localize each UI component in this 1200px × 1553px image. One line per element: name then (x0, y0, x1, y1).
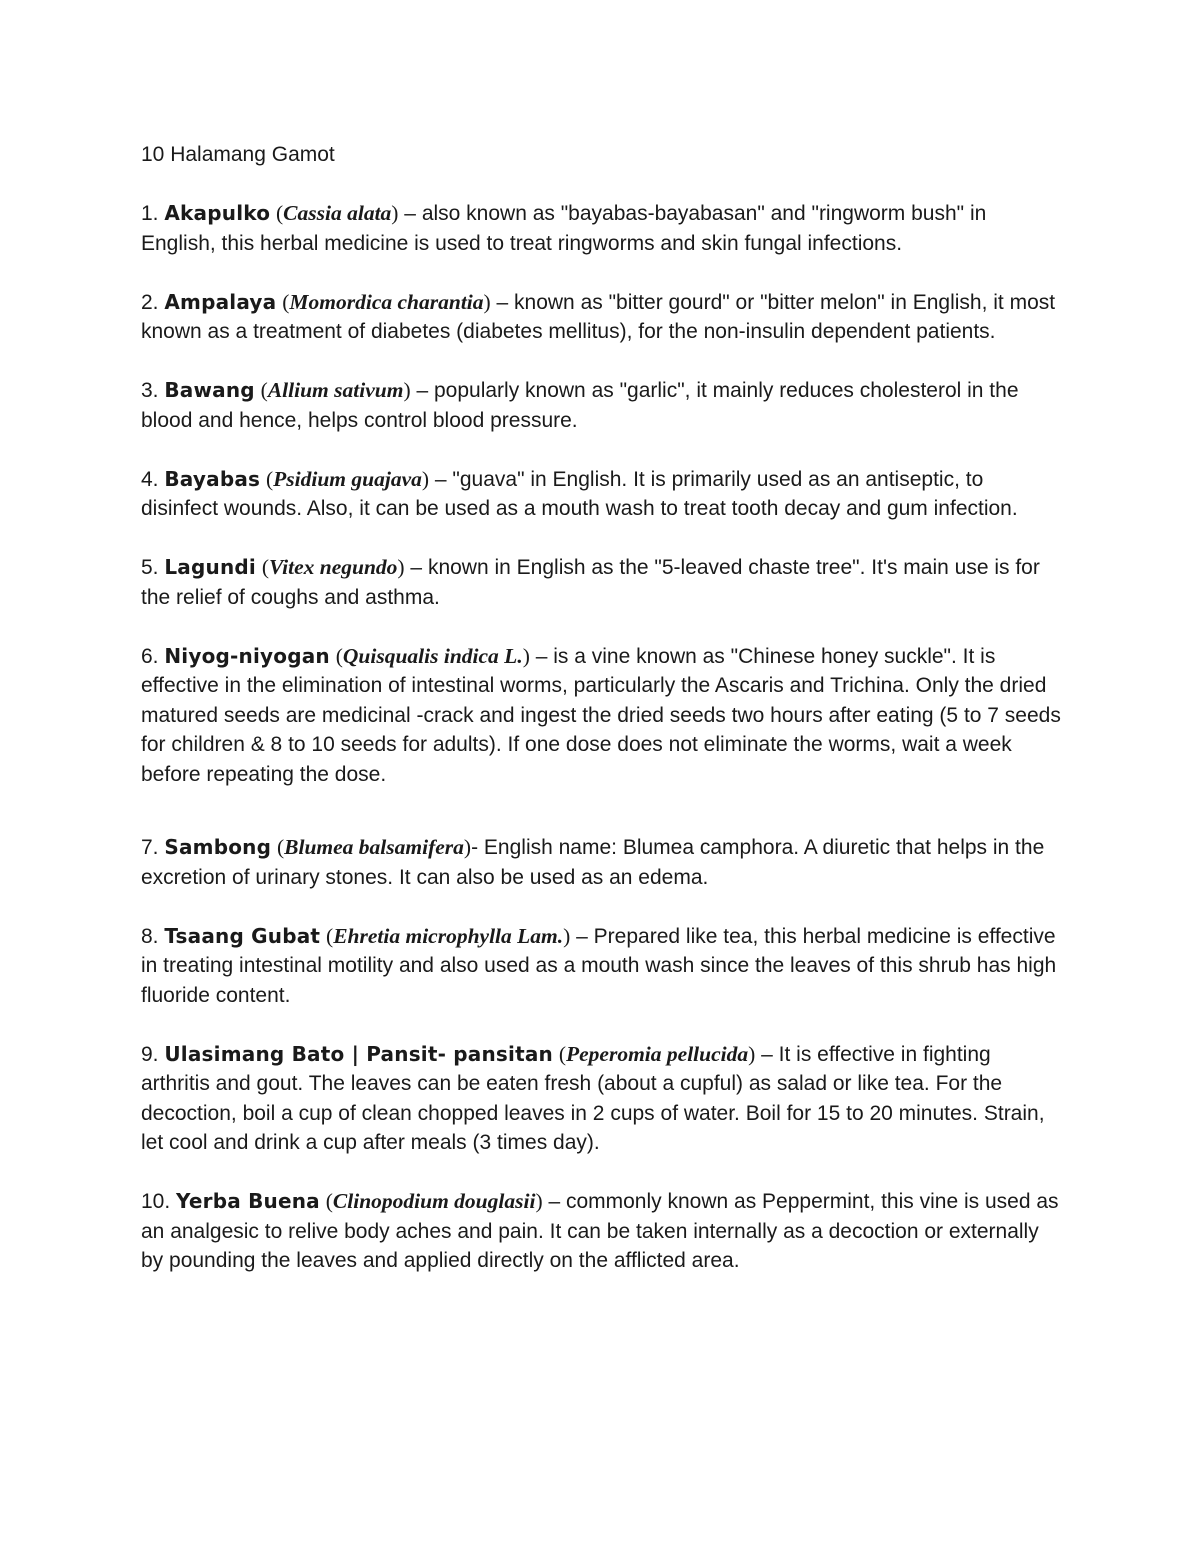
entry-description: – commonly known as Peppermint, this vine is used as an analgesic to relive body aches and pain. It can be taken internally as a decoction or externally by pounding the leaves and applied directly on the afflicted area. (141, 1190, 1059, 1272)
entry-ulasimang-bato: 9. Ulasimang Bato | Pansit- pansitan (Peperomia pellucida) – It is effective in fighting arthritis and gout. The leaves can be eaten fresh (about a cupful) as salad or like tea. For the decoction, boil a cup of clean chopped leaves in 2 cups of water. Boil for 15 to 20 minutes. Strain, let cool and drink a cup after meals (3 times day). (141, 1041, 1045, 1154)
entry-description: – It is effective in fighting arthritis and gout. The leaves can be eaten fresh (about a cupful) as salad or like tea. For the decoction, boil a cup of clean chopped leaves in 2 cups of water. Boil for 15 to 20 minutes. Strain, let cool and drink a cup after meals (3 times day). (141, 1042, 1045, 1154)
entry-description: – is a vine known as "Chinese honey suckle". It is effective in the elimination of intestinal worms, particularly the Ascaris and Trichina. Only the dried matured seeds are medicinal -crack and ingest the dried seeds two hours after eating (5 to 7 seeds for children & 8 to 10 seeds for adults). If one dose does not eliminate the worms, wait a week before repeating the dose. (141, 644, 1061, 786)
scientific-name: Cassia alata (283, 201, 392, 225)
plant-name: Bawang (164, 378, 255, 402)
document-title: 10 Halamang Gamot (141, 143, 335, 166)
scientific-name: Peperomia pellucida (566, 1041, 749, 1066)
entry-number: 5. (141, 556, 159, 579)
scientific-name: Quisqualis indica L. (342, 643, 523, 668)
entry-number: 2. (141, 290, 159, 314)
entry-number: 6. (141, 644, 159, 668)
scientific-name: Allium sativum (267, 378, 404, 402)
entry-yerba-buena: 10. Yerba Buena (Clinopodium douglasii) – commonly known as Peppermint, this vine is used as an analgesic to relive body aches and pain. It can be taken internally as a decoction or externally by pounding the leaves and applied directly on the afflicted area. (141, 1189, 1059, 1272)
entry-niyog-niyogan: 6. Niyog-niyogan (Quisqualis indica L.) – is a vine known as "Chinese honey suckle". It is effective in the elimination of intestinal worms, particularly the Ascaris and Trichina. Only the dried matured seeds are medicinal -crack and ingest the dried seeds two hours after eating (5 to 7 seeds for children & 8 to 10 seeds for adults). If one dose does not eliminate the worms, wait a week before repeating the dose. (141, 643, 1061, 786)
plant-name: Ampalaya (164, 289, 277, 314)
plant-name: Akapulko (164, 201, 271, 225)
entry-number: 9. (141, 1042, 159, 1066)
scientific-name: Psidium guajava (273, 466, 422, 491)
plant-name: Tsaang Gubat (164, 923, 321, 948)
scientific-name: Momordica charantia (289, 289, 484, 314)
entry-description: - English name: Blumea camphora. A diuretic that helps in the excretion of urinary stones. It can also be used as an edema. (141, 836, 1045, 889)
entry-number: 1. (141, 202, 159, 225)
entry-ampalaya: 2. Ampalaya (Momordica charantia) – known as "bitter gourd" or "bitter melon" in English, it most known as a treatment of diabetes (diabetes mellitus), for the non-insulin dependent patients. (141, 289, 1056, 343)
scientific-name: Ehretia microphylla Lam. (333, 923, 564, 948)
plant-name: Sambong (164, 835, 272, 859)
plant-name: Yerba Buena (176, 1189, 320, 1213)
entry-number: 7. (141, 836, 159, 859)
plant-name: Lagundi (164, 555, 256, 579)
entry-number: 3. (141, 379, 159, 402)
entry-bawang: 3. Bawang (Allium sativum) – popularly known as "garlic", it mainly reduces cholesterol in the blood and hence, helps control blood pressure. (141, 378, 1019, 432)
document-page (141, 140, 1061, 1305)
scientific-name: Clinopodium douglasii (332, 1189, 536, 1213)
entry-number: 8. (141, 924, 159, 948)
entry-description: – "guava" in English. It is primarily used as an antiseptic, to disinfect wounds. Also, it can be used as a mouth wash to treat tooth decay and gum infection. (141, 467, 1018, 520)
plant-name: Ulasimang Bato | Pansit- pansitan (164, 1041, 553, 1066)
scientific-name: Blumea balsamifera (284, 835, 464, 859)
entry-description: – Prepared like tea, this herbal medicine is effective in treating intestinal motility and also used as a mouth wash since the leaves of this shrub has high fluoride content. (141, 924, 1057, 1007)
entry-lagundi: 5. Lagundi (Vitex negundo) – known in English as the "5-leaved chaste tree". It's main use is for the relief of coughs and asthma. (141, 555, 1040, 609)
entry-number: 10. (141, 1190, 171, 1213)
plant-name: Niyog-niyogan (164, 643, 330, 668)
entry-bayabas: 4. Bayabas (Psidium guajava) – "guava" in English. It is primarily used as an antiseptic, to disinfect wounds. Also, it can be used as a mouth wash to treat tooth decay and gum infection. (141, 466, 1018, 520)
entry-description: – known in English as the "5-leaved chaste tree". It's main use is for the relief of coughs and asthma. (141, 556, 1040, 609)
entry-description: – also known as "bayabas-bayabasan" and "ringworm bush" in English, this herbal medicine is used to treat ringworms and skin fungal infections. (141, 202, 987, 255)
entry-number: 4. (141, 467, 159, 491)
scientific-name: Vitex negundo (268, 555, 398, 579)
entry-description: – popularly known as "garlic", it mainly reduces cholesterol in the blood and hence, helps control blood pressure. (141, 379, 1019, 432)
entry-akapulko: 1. Akapulko (Cassia alata) – also known as "bayabas-bayabasan" and "ringworm bush" in English, this herbal medicine is used to treat ringworms and skin fungal infections. (141, 201, 987, 255)
entry-tsaang-gubat: 8. Tsaang Gubat (Ehretia microphylla Lam.) – Prepared like tea, this herbal medicine is effective in treating intestinal motility and also used as a mouth wash since the leaves of this shrub has high fluoride content. (141, 923, 1057, 1007)
plant-name: Bayabas (164, 466, 261, 491)
entry-sambong: 7. Sambong (Blumea balsamifera)- English name: Blumea camphora. A diuretic that helps in the excretion of urinary stones. It can also be used as an edema. (141, 835, 1045, 889)
entry-description: – known as "bitter gourd" or "bitter melon" in English, it most known as a treatment of diabetes (diabetes mellitus), for the non-insulin dependent patients. (141, 290, 1056, 343)
